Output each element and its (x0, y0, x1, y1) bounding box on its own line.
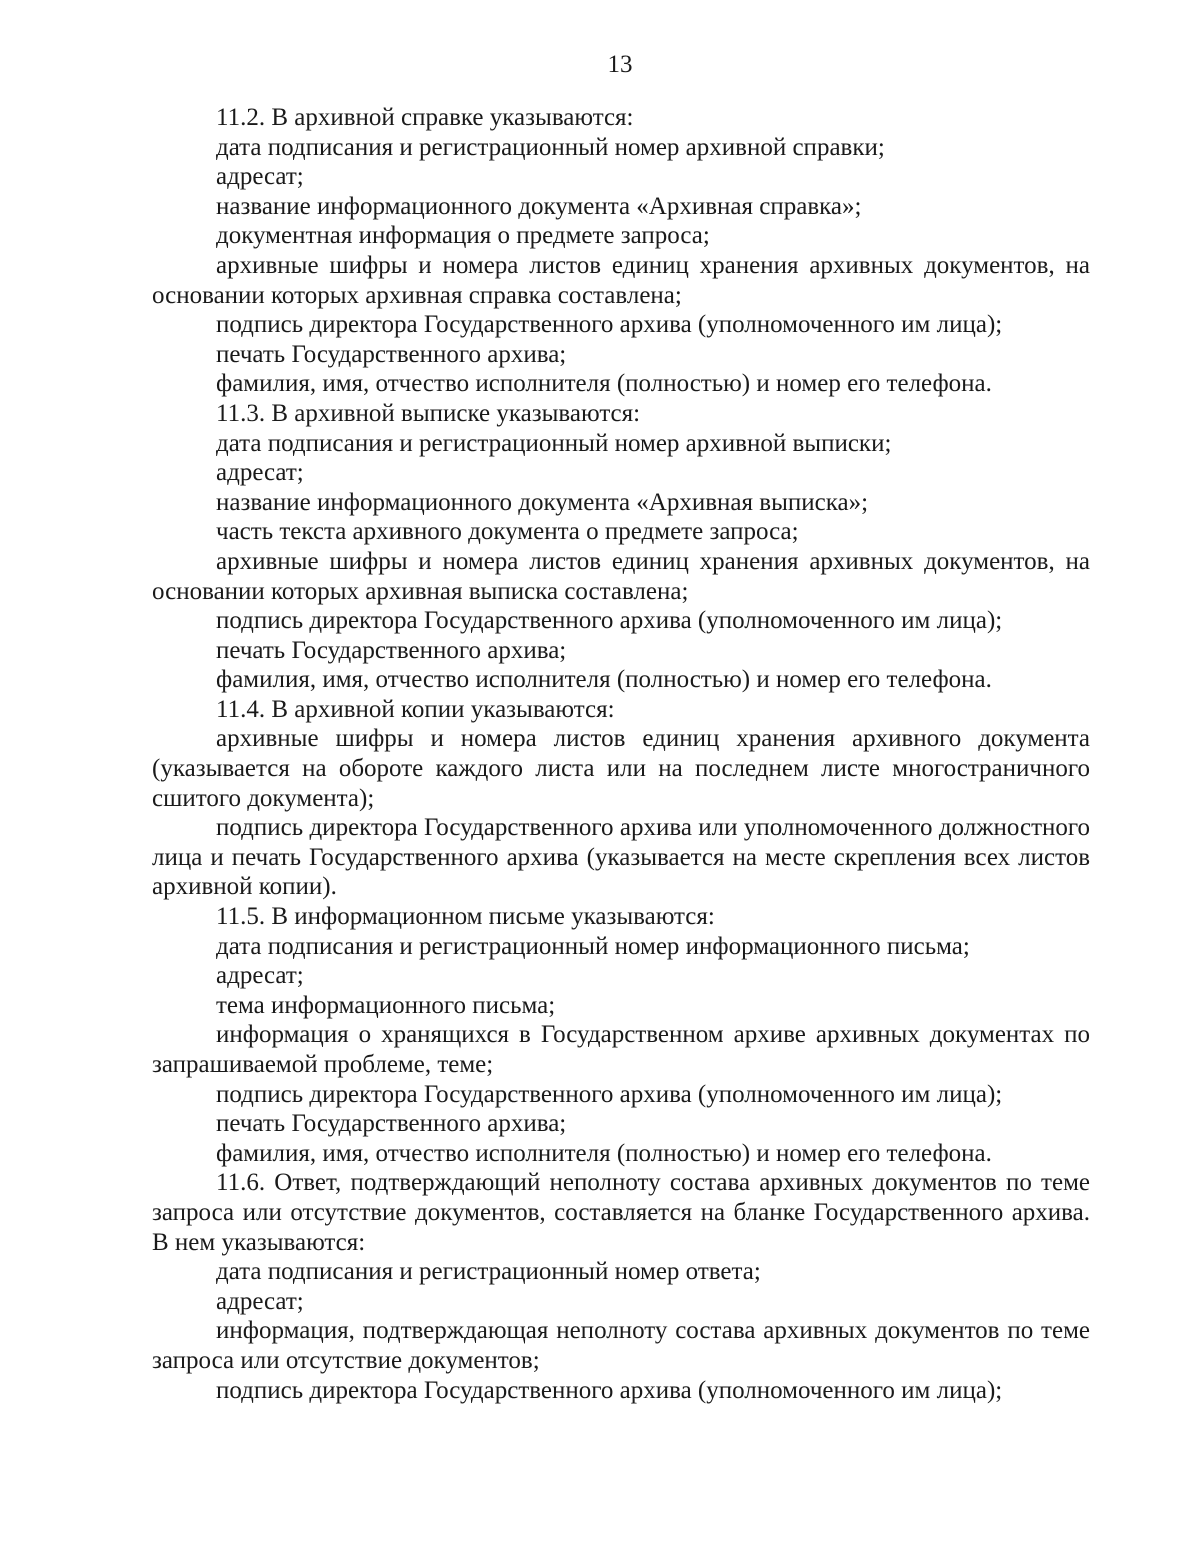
section-11-6-heading: 11.6. Ответ, подтверждающий неполноту состава архивных документов по теме запроса или отсутствие документов, составляется на бланке Государственного архива. В нем указываются: (152, 1169, 1090, 1256)
list-item: архивные шифры и номера листов единиц хранения архивного документа (указывается на обороте каждого листа или на последнем листе многостраничного сшитого документа); (152, 725, 1090, 812)
list-item: фамилия, имя, отчество исполнителя (полностью) и номер его телефона. (216, 666, 992, 694)
list-item: название информационного документа «Архивная справка»; (216, 192, 862, 220)
list-item: адресат; (216, 1287, 304, 1315)
list-item: название информационного документа «Архивная выписка»; (216, 488, 869, 516)
list-item: информация, подтверждающая неполноту состава архивных документов по теме запроса или отсутствие документов; (152, 1317, 1090, 1374)
list-item: адресат; (216, 163, 304, 191)
list-item: дата подписания и регистрационный номер информационного письма; (216, 932, 970, 960)
list-item: адресат; (216, 962, 304, 990)
list-item: печать Государственного архива; (216, 636, 567, 664)
list-item: печать Государственного архива; (216, 1110, 567, 1138)
list-item: фамилия, имя, отчество исполнителя (полностью) и номер его телефона. (216, 1139, 992, 1167)
list-item: информация о хранящихся в Государственном архиве архивных документах по запрашиваемой проблеме, теме; (152, 1021, 1090, 1078)
list-item: подпись директора Государственного архива (уполномоченного им лица); (216, 1080, 1003, 1108)
section-11-2-heading: 11.2. В архивной справке указываются: (216, 104, 634, 131)
list-item: часть текста архивного документа о предмете запроса; (216, 518, 799, 546)
page-number: 13 (607, 51, 633, 78)
list-item: фамилия, имя, отчество исполнителя (полностью) и номер его телефона. (216, 370, 992, 398)
list-item: дата подписания и регистрационный номер архивной справки; (216, 133, 885, 161)
list-item: адресат; (216, 459, 304, 487)
section-11-4-heading: 11.4. В архивной копии указываются: (216, 695, 615, 723)
list-item: архивные шифры и номера листов единиц хранения архивных документов, на основании которых архивная выписка составлена; (152, 547, 1090, 605)
list-item: тема информационного письма; (216, 991, 556, 1019)
document-body (152, 103, 1090, 1405)
list-item: подпись директора Государственного архива или уполномоченного должностного лица и печать Государственного архива (указывается на месте скрепления всех листов архивной копии). (152, 814, 1090, 901)
list-item: подпись директора Государственного архива (уполномоченного им лица); (216, 311, 1003, 339)
list-item: печать Государственного архива; (216, 340, 567, 368)
list-item: подпись директора Государственного архива (уполномоченного им лица); (216, 607, 1003, 635)
list-item: документная информация о предмете запроса; (216, 222, 710, 250)
section-11-3-heading: 11.3. В архивной выписке указываются: (216, 399, 641, 427)
section-11-5-heading: 11.5. В информационном письме указываются: (216, 903, 715, 931)
list-item: архивные шифры и номера листов единиц хранения архивных документов, на основании которых архивная справка составлена; (152, 251, 1090, 309)
list-item: дата подписания и регистрационный номер архивной выписки; (216, 429, 892, 457)
list-item: дата подписания и регистрационный номер ответа; (216, 1258, 761, 1286)
list-item: подпись директора Государственного архива (уполномоченного им лица); (216, 1376, 1003, 1404)
